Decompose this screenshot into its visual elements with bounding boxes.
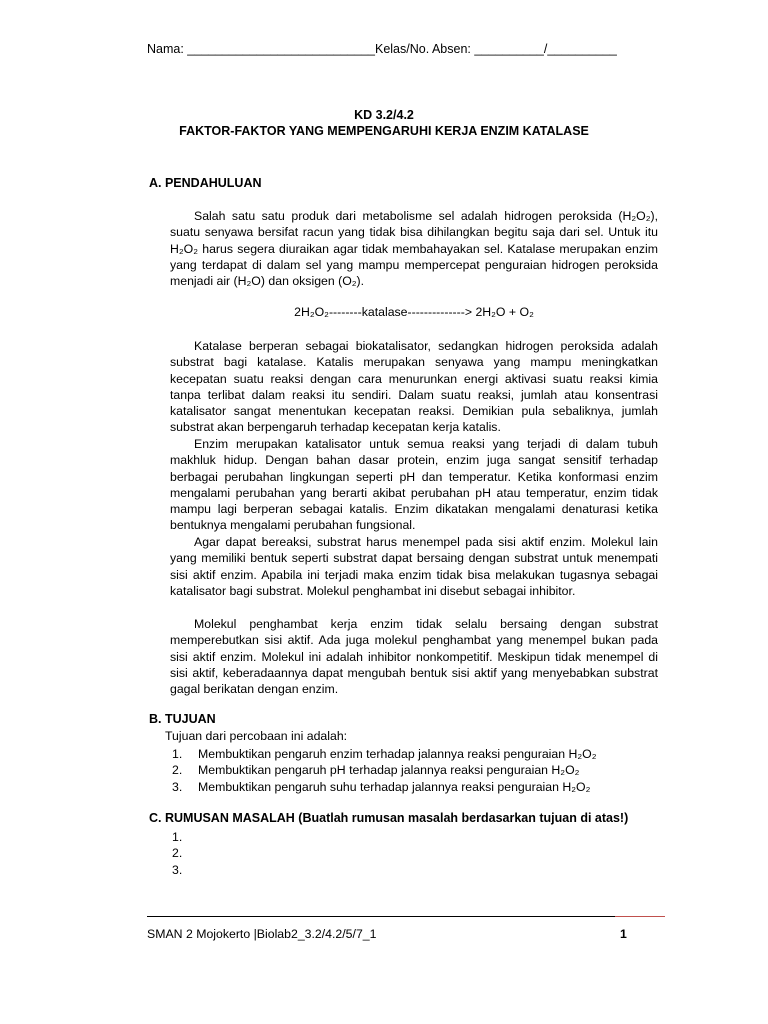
paragraph-1: Salah satu satu produk dari metabolisme sel adalah hidrogen peroksida (H₂O₂), suatu senyawa bersifat racun yang tidak bisa dihilangkan begitu saja dari sel. Untuk itu H₂O₂ harus segera diuraikan agar tidak membahayakan sel. Katalase merupakan enzim yang terdapat di dalam sel yang mampu mempercepat penguraian hidrogen peroksida menjadi air (H₂O) dan oksigen (O₂). — [170, 209, 658, 289]
list-item: 1. Membuktikan pengaruh enzim terhadap jalannya reaksi penguraian H₂O₂ — [172, 747, 597, 761]
list-item: 2. Membuktikan pengaruh pH terhadap jalannya reaksi penguraian H₂O₂ — [172, 763, 580, 778]
footer-divider-accent — [615, 916, 665, 917]
tujuan-intro: Tujuan dari percobaan ini adalah: — [165, 729, 348, 743]
paragraph-4: Agar dapat bereaksi, substrat harus menempel pada sisi aktif enzim. Molekul lain yang memiliki bentuk seperti substrat dapat bersaing dengan substrat untuk menempati sisi aktif enzim. Apabila ini terjadi maka enzim tidak bisa melakukan tugasnya sebagai katalisator bagi substrat. Molekul penghambat ini disebut sebagai inhibitor. — [170, 535, 658, 598]
list-item: 2. — [172, 846, 183, 861]
student-info-line: Nama: ___________________________Kelas/No. Absen: __________/__________ — [147, 42, 617, 56]
reaction-equation: 2H₂O₂--------katalase--------------> 2H₂O + O₂ — [294, 305, 534, 319]
list-item: 3. Membuktikan pengaruh suhu terhadap jalannya reaksi penguraian H₂O₂ — [172, 779, 591, 794]
paragraph-2: Katalase berperan sebagai biokatalisator, sedangkan hidrogen peroksida adalah substrat bagi katalase. Katalis merupakan senyawa yang mampu meningkatkan kecepatan suatu reaksi dengan cara menurunkan energi aktivasi suatu reaksi kimia tanpa terlibat dalam reaksi itu sendiri. Dalam suatu reaksi, jumlah atau konsentrasi katalisator sangat menentukan kecepatan reaksi. Demikian pula sebaliknya, jumlah substrat akan berpengaruh terhadap kecepatan kerja katalis. — [170, 339, 658, 435]
footer-divider — [147, 916, 615, 917]
document-title — [100, 107, 668, 139]
rumusan-list — [172, 829, 198, 878]
footer-school-code: SMAN 2 Mojokerto |Biolab2_3.2/4.2/5/7_1 — [147, 927, 377, 941]
tujuan-list — [172, 746, 597, 795]
section-a-heading: A. PENDAHULUAN — [149, 176, 262, 190]
section-c-heading: C. RUMUSAN MASALAH (Buatlah rumusan masalah berdasarkan tujuan di atas!) — [149, 811, 629, 825]
title-main: FAKTOR-FAKTOR YANG MEMPENGARUHI KERJA ENZIM KATALASE — [179, 124, 589, 138]
list-item: 3. — [172, 862, 183, 877]
list-item: 1. — [172, 830, 183, 844]
kd-code: KD 3.2/4.2 — [354, 108, 414, 122]
paragraph-5: Molekul penghambat kerja enzim tidak selalu bersaing dengan substrat memperebutkan sisi aktif. Ada juga molekul penghambat yang menempel bukan pada sisi aktif enzim. Molekul ini adalah inhibitor nonkompetitif. Meskipun tidak menempel di sisi aktif, keberadaannya dapat mengubah bentuk sisi aktif yang menyebabkan substrat gagal berikatan dengan enzim. — [170, 617, 658, 697]
paragraph-3: Enzim merupakan katalisator untuk semua reaksi yang terjadi di dalam tubuh makhluk hidup. Dengan bahan dasar protein, enzim juga sangat sensitif terhadap berbagai perubahan lingkungan seperti pH dan temperatur. Ketika konformasi enzim mengalami perubahan yang berarti akibat perubahan pH atau temperatur, enzim tidak mampu lagi berperan sebagai katalis. Enzim dikatakan mengalami denaturasi ketika bentuknya mengalami perubahan fungsional. — [170, 437, 658, 533]
section-b-heading: B. TUJUAN — [149, 712, 216, 726]
page-number: 1 — [620, 927, 627, 941]
